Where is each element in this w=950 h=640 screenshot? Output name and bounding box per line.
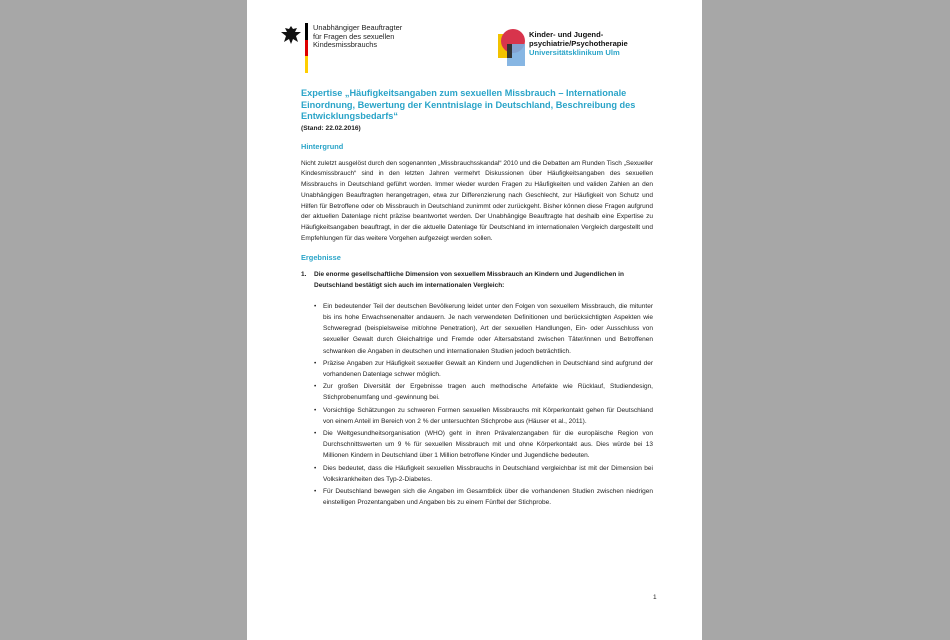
ubskm-line: Kindesmissbrauchs	[313, 40, 378, 50]
bullet-text: Zur großen Diversität der Ergebnisse tragen auch methodische Artefakte wie Rücklauf, Studiendesign, Stichprobenumfang und -gewinnung bei.	[323, 383, 653, 402]
bullet-item	[314, 381, 653, 403]
bullet-item	[314, 428, 653, 462]
document-body	[301, 88, 653, 509]
numbered-list-item	[301, 270, 653, 291]
section-heading-hintergrund: Hintergrund	[301, 141, 344, 151]
bullet-text: Ein bedeutender Teil der deutschen Bevölkerung leidet unter den Folgen von sexuellem Missbrauch, die mitunter bis ins hohe Erwachsenenalter andauern. Je nach verwendeten Definitionen und berücksichtigten Aspekten wie Schweregrad (beispielsweise mit/ohne Penetration), Art der sexuellen Handlungen, Ein- oder Ausschluss von sexueller Gewalt durch Gleichaltrige und Fremde oder Altersabstand zwischen Täter/innen und Betroffenen schwanken die Angaben in deutschen und internationalen Studien jedoch beträchtlich.	[323, 302, 653, 355]
bullet-item	[314, 358, 653, 380]
section-heading-ergebnisse: Ergebnisse	[301, 253, 341, 263]
kjp-logo-text	[529, 30, 628, 58]
bullet-marker: •	[314, 359, 317, 367]
bullet-marker: •	[314, 488, 317, 496]
kjp-line: Kinder- und Jugend-	[529, 30, 604, 39]
bullet-item	[314, 301, 653, 357]
bullet-text: Dies bedeutet, dass die Häufigkeit sexuellen Missbrauchs in Deutschland vergleichbar ist mit der Dimension bei Volkskrankheiten des Typ-2-Diabetes.	[323, 464, 653, 483]
bullet-text: Die Weltgesundheitsorganisation (WHO) geht in ihren Prävalenzangaben für die europäische Region von Durchschnittswerten um 9 % für sexuellen Missbrauch mit und ohne Körperkontakt aus. Dies würde bei 13 Millionen Kindern in Deutschland über 1 Million betroffene Kinder und Jugendliche bedeuten.	[323, 430, 653, 460]
federal-eagle-icon	[280, 25, 302, 45]
section-paragraph-hintergrund: Nicht zuletzt ausgelöst durch den sogenannten „Missbrauchsskandal“ 2010 und die Debatten am Runden Tisch „Sexueller Kindesmissbrauch“ sind in den letzten Jahren vermehrt Diskussionen über Häufigkeitsangaben des sexuellen Missbrauchs in Deutschland geführt worden. Immer wieder wurden Fragen zu Häufigkeiten und validen Zahlen an den Unabhängigen Beauftragten herangetragen, etwa zur Differenzierung nach Geschlecht, zur Häufigkeit von Schutz und Hilfen für Betroffene oder ob Missbrauch in Deutschland zunimmt oder zurückgeht. Bisher können diese Fragen aufgrund der aktuellen Datenlage nicht präzise beantwortet werden. Der Unabhängige Beauftragte hat deshalb eine Expertise zu Häufigkeitsangaben beauftragt, in der die aktuelle Datenlage für Deutschland im internationalen Vergleich dargestellt und Empfehlungen für das weitere Vorgehen aufgezeigt werden sollen.	[301, 159, 653, 242]
kjp-line: psychiatrie/Psychotherapie	[529, 39, 628, 49]
bullet-marker: •	[314, 464, 317, 472]
kjp-ulm-logo-icon	[498, 26, 525, 66]
kjp-line-ulm: Universitätsklinikum Ulm	[529, 48, 620, 58]
german-flag-stripe	[305, 23, 308, 73]
bullet-marker: •	[314, 406, 317, 414]
document-header	[247, 0, 702, 80]
ubskm-line: Unabhängiger Beauftragter	[313, 23, 403, 32]
document-page	[247, 0, 702, 640]
bullet-item	[314, 486, 653, 508]
bullet-list	[301, 301, 653, 509]
document-title: Expertise „Häufigkeitsangaben zum sexuellen Missbrauch – Internationale Einordnung, Bewertung der Kenntnislage in Deutschland, Beschreibung des Entwicklungsbedarfs“	[301, 88, 636, 122]
bullet-text: Vorsichtige Schätzungen zu schweren Formen sexuellen Missbrauchs mit Körperkontakt gehen für Deutschland von einem Anteil im Bereich von 2 % der untersuchten Stichprobe aus (Häuser et al., 2011).	[323, 406, 653, 425]
ubskm-logo-text	[313, 24, 402, 50]
page-number: 1	[653, 594, 657, 601]
bullet-item	[314, 405, 653, 427]
list-item-text: Die enorme gesellschaftliche Dimension von sexuellem Missbrauch an Kindern und Jugendlichen in Deutschland bestätigt sich auch im internationalen Vergleich:	[314, 271, 624, 290]
bullet-marker: •	[314, 383, 317, 391]
bullet-text: Für Deutschland bewegen sich die Angaben im Gesamtblick über die vorhandenen Studien zwischen niedrigen einstelligen Prozentangaben und Angaben bis zu einem Fünftel der Stichprobe.	[323, 488, 653, 507]
list-number: 1.	[301, 271, 307, 279]
bullet-text: Präzise Angaben zur Häufigkeit sexueller Gewalt an Kindern und Jugendlichen in Deutschland sind aufgrund der vorhandenen Datenlage schwer möglich.	[323, 359, 653, 379]
document-date: (Stand: 22.02.2016)	[301, 124, 361, 132]
bullet-marker: •	[314, 430, 317, 438]
bullet-item	[314, 463, 653, 485]
bullet-marker: •	[314, 302, 317, 310]
ubskm-line: für Fragen des sexuellen	[313, 31, 395, 41]
